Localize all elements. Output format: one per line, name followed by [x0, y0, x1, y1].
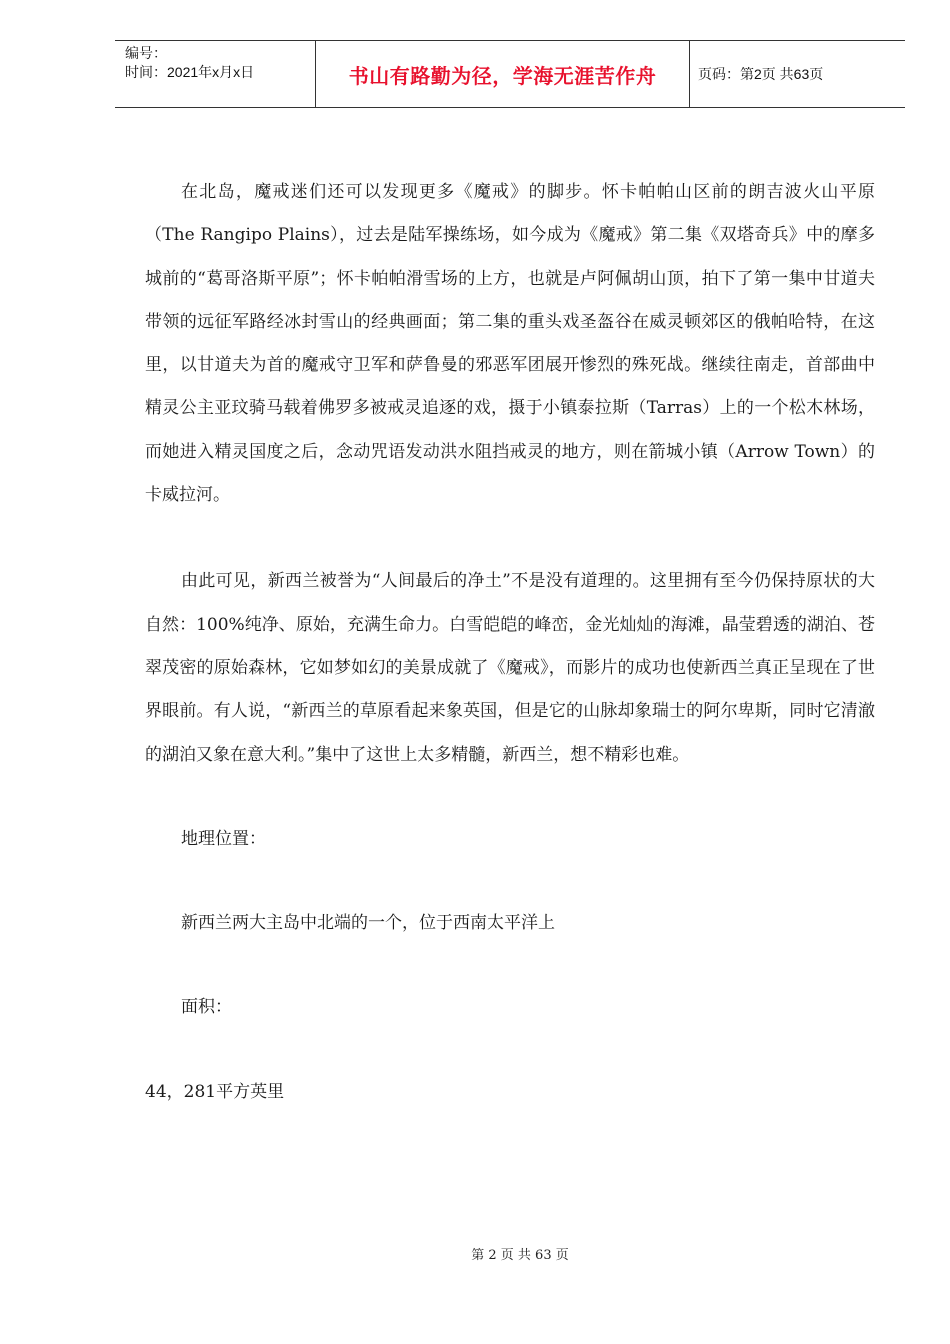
- geo-location-label: 地理位置：: [181, 828, 266, 849]
- document-body: [145, 171, 875, 1114]
- area-label: 面积：: [181, 997, 232, 1018]
- header-page-info: 页码：第2页 共63页: [698, 66, 824, 82]
- paragraph-pure-land: 由此可见，新西兰被誉为“人间最后的净土”不是没有道理的。这里拥有至今仍保持原状的大自然：100%纯净、原始，充满生命力。白雪皑皑的峰峦，金光灿灿的海滩，晶莹碧透的湖泊、苍翠茂密的原始森林，它如梦如幻的美景成就了《魔戒》，而影片的成功也使新西兰真正呈现在了世界眼前。有人说，“新西兰的草原看起来象英国，但是它的山脉却象瑞士的阿尔卑斯，同时它清澈的湖泊又象在意大利。”集中了这世上太多精髓，新西兰，想不精彩也难。: [145, 571, 875, 765]
- paragraph-lotr-north-island: 在北岛，魔戒迷们还可以发现更多《魔戒》的脚步。怀卡帕帕山区前的朗吉波火山平原（The Rangipo Plains），过去是陆军操练场，如今成为《魔戒》第二集《双塔奇兵》中的摩多城前的“葛哥洛斯平原”；怀卡帕帕滑雪场的上方，也就是卢阿佩胡山顶，拍下了第一集中甘道夫带领的远征军路经冰封雪山的经典画面；第二集的重头戏圣盔谷在威灵顿郊区的俄帕哈特，在这里，以甘道夫为首的魔戒守卫军和萨鲁曼的邪恶军团展开惨烈的殊死战。继续往南走，首部曲中精灵公主亚玟骑马载着佛罗多被戒灵追逐的戏，摄于小镇泰拉斯（Tarras）上的一个松木林场，而她进入精灵国度之后，念动咒语发动洪水阻挡戒灵的地方，则在箭城小镇（Arrow Town）的卡威拉河。: [145, 182, 875, 506]
- page-footer: 第 2 页 共 63 页: [471, 1248, 569, 1263]
- area-value: 44，281平方英里: [145, 1081, 285, 1102]
- document-date: 时间：2021年x月x日: [125, 64, 255, 80]
- header-meta: [115, 41, 316, 107]
- page-header: [115, 40, 905, 108]
- document-number-label: 编号：: [125, 45, 167, 61]
- geo-location-value: 新西兰两大主岛中北端的一个，位于西南太平洋上: [181, 913, 555, 934]
- header-motto: 书山有路勤为径，学海无涯苦作舟: [316, 41, 690, 107]
